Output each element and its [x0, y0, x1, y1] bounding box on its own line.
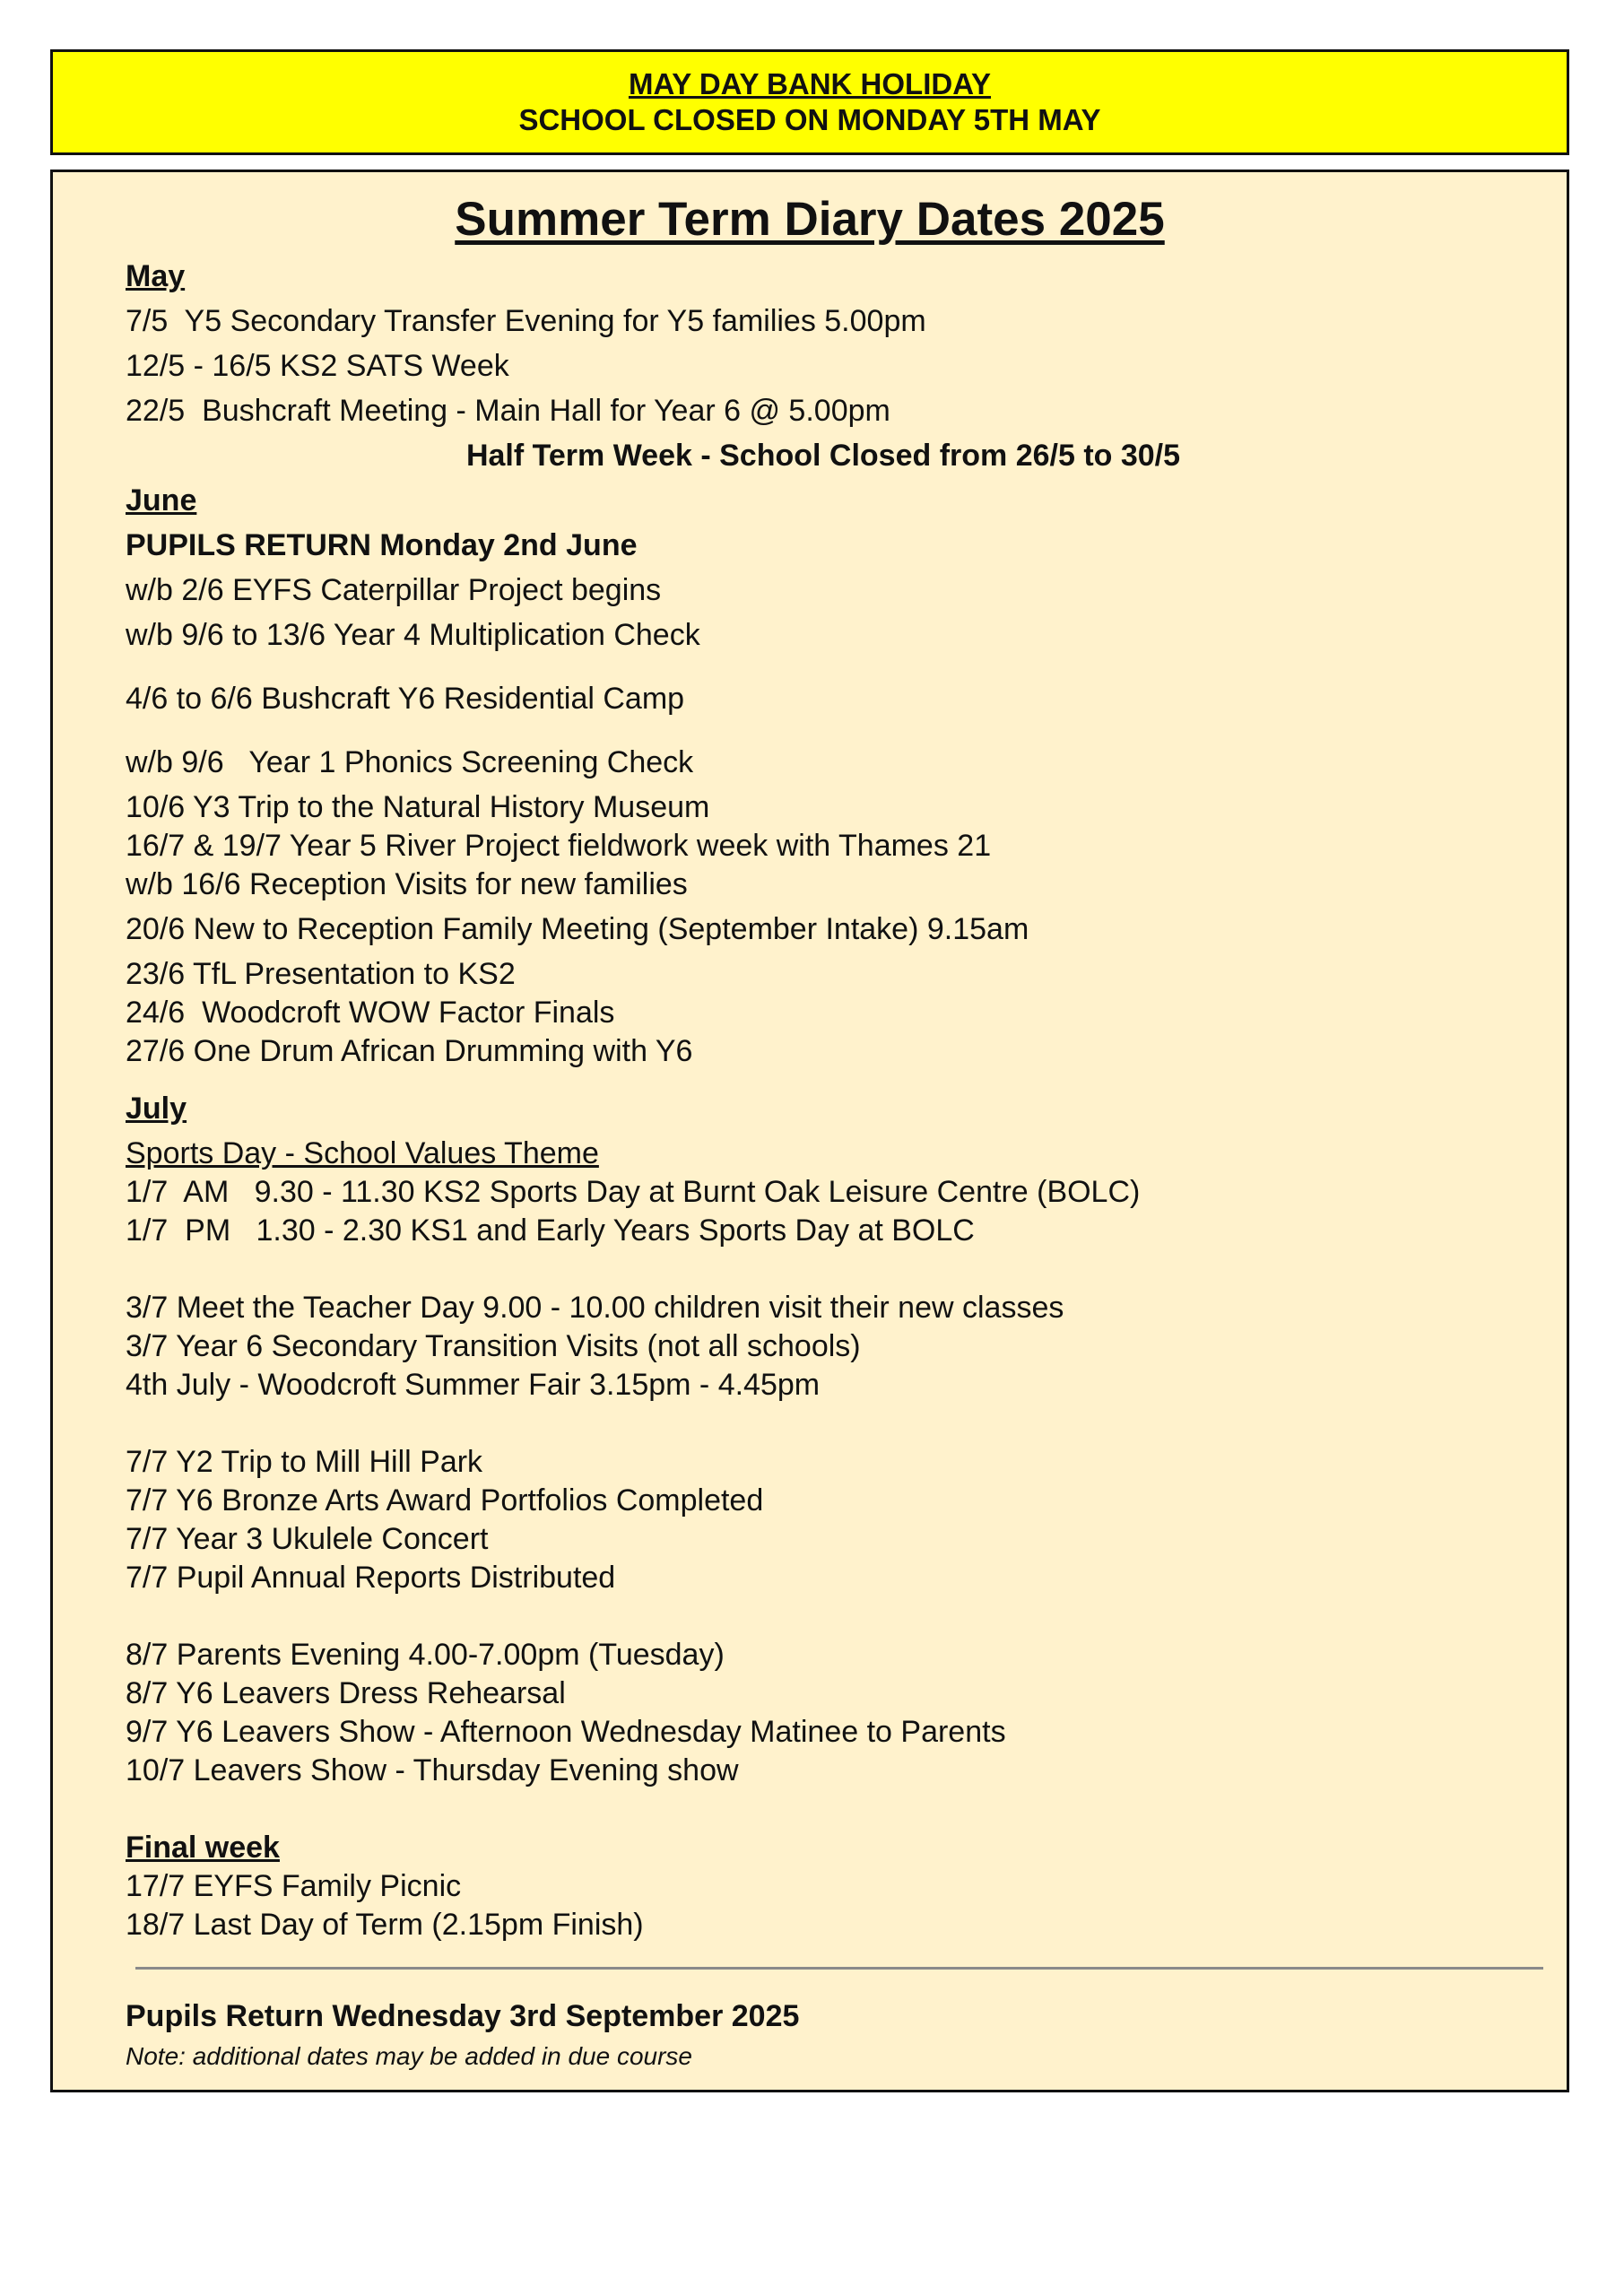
list-item: 10/6 Y3 Trip to the Natural History Museum: [126, 790, 710, 824]
list-item: w/b 9/6 Year 1 Phonics Screening Check: [126, 745, 694, 779]
list-item: 7/7 Y2 Trip to Mill Hill Park: [126, 1445, 483, 1479]
list-item: 1/7 AM 9.30 - 11.30 KS2 Sports Day at Burnt Oak Leisure Centre (BOLC): [126, 1175, 1141, 1209]
list-item: w/b 2/6 EYFS Caterpillar Project begins: [126, 573, 662, 607]
list-item: 9/7 Y6 Leavers Show - Afternoon Wednesday Matinee to Parents: [126, 1715, 1006, 1749]
list-item: 17/7 EYFS Family Picnic: [126, 1869, 462, 1903]
list-item: 24/6 Woodcroft WOW Factor Finals: [126, 996, 615, 1030]
list-item: 12/5 - 16/5 KS2 SATS Week: [126, 349, 509, 383]
pupils-return-september: Pupils Return Wednesday 3rd September 2025: [126, 1999, 800, 2033]
list-item: 4th July - Woodcroft Summer Fair 3.15pm - 4.45pm: [126, 1368, 821, 1402]
list-item: 20/6 New to Reception Family Meeting (September Intake) 9.15am: [126, 912, 1029, 946]
list-item: 22/5 Bushcraft Meeting - Main Hall for Year 6 @ 5.00pm: [126, 394, 890, 428]
diary-dates-panel: [50, 170, 1569, 2092]
list-item: 23/6 TfL Presentation to KS2: [126, 957, 516, 991]
footnote: Note: additional dates may be added in due course: [126, 2042, 692, 2070]
list-item: 7/5 Y5 Secondary Transfer Evening for Y5 families 5.00pm: [126, 304, 926, 338]
list-item: w/b 16/6 Reception Visits for new families: [126, 867, 688, 901]
notice-title: MAY DAY BANK HOLIDAY: [628, 67, 992, 100]
divider: [135, 1967, 1543, 1970]
section-heading-may: May: [126, 259, 186, 293]
list-item: 18/7 Last Day of Term (2.15pm Finish): [126, 1908, 644, 1942]
bank-holiday-notice: [50, 49, 1569, 155]
list-item: 8/7 Y6 Leavers Dress Rehearsal: [126, 1676, 566, 1710]
list-item: 7/7 Year 3 Ukulele Concert: [126, 1522, 489, 1556]
list-item: 10/7 Leavers Show - Thursday Evening show: [126, 1753, 739, 1787]
section-heading-final-week: Final week: [126, 1831, 280, 1865]
notice-subtitle: SCHOOL CLOSED ON MONDAY 5TH MAY: [518, 103, 1101, 136]
section-heading-july: July: [126, 1091, 187, 1126]
list-item: 1/7 PM 1.30 - 2.30 KS1 and Early Years Sports Day at BOLC: [126, 1213, 975, 1248]
list-item: 16/7 & 19/7 Year 5 River Project fieldwork week with Thames 21: [126, 829, 992, 863]
list-item: 8/7 Parents Evening 4.00-7.00pm (Tuesday): [126, 1638, 725, 1672]
sports-day-heading: Sports Day - School Values Theme: [126, 1136, 599, 1170]
list-item: 7/7 Y6 Bronze Arts Award Portfolios Completed: [126, 1483, 764, 1518]
pupils-return-june: PUPILS RETURN Monday 2nd June: [126, 528, 638, 562]
list-item: 3/7 Meet the Teacher Day 9.00 - 10.00 children visit their new classes: [126, 1291, 1064, 1325]
half-term-notice: Half Term Week - School Closed from 26/5 to 30/5: [465, 439, 1181, 473]
list-item: 7/7 Pupil Annual Reports Distributed: [126, 1561, 616, 1595]
list-item: w/b 9/6 to 13/6 Year 4 Multiplication Check: [126, 618, 700, 652]
list-item: 27/6 One Drum African Drumming with Y6: [126, 1034, 693, 1068]
section-heading-june: June: [126, 483, 197, 517]
page-title: Summer Term Diary Dates 2025: [455, 193, 1165, 246]
list-item: 3/7 Year 6 Secondary Transition Visits (not all schools): [126, 1329, 861, 1363]
list-item: 4/6 to 6/6 Bushcraft Y6 Residential Camp: [126, 682, 685, 716]
